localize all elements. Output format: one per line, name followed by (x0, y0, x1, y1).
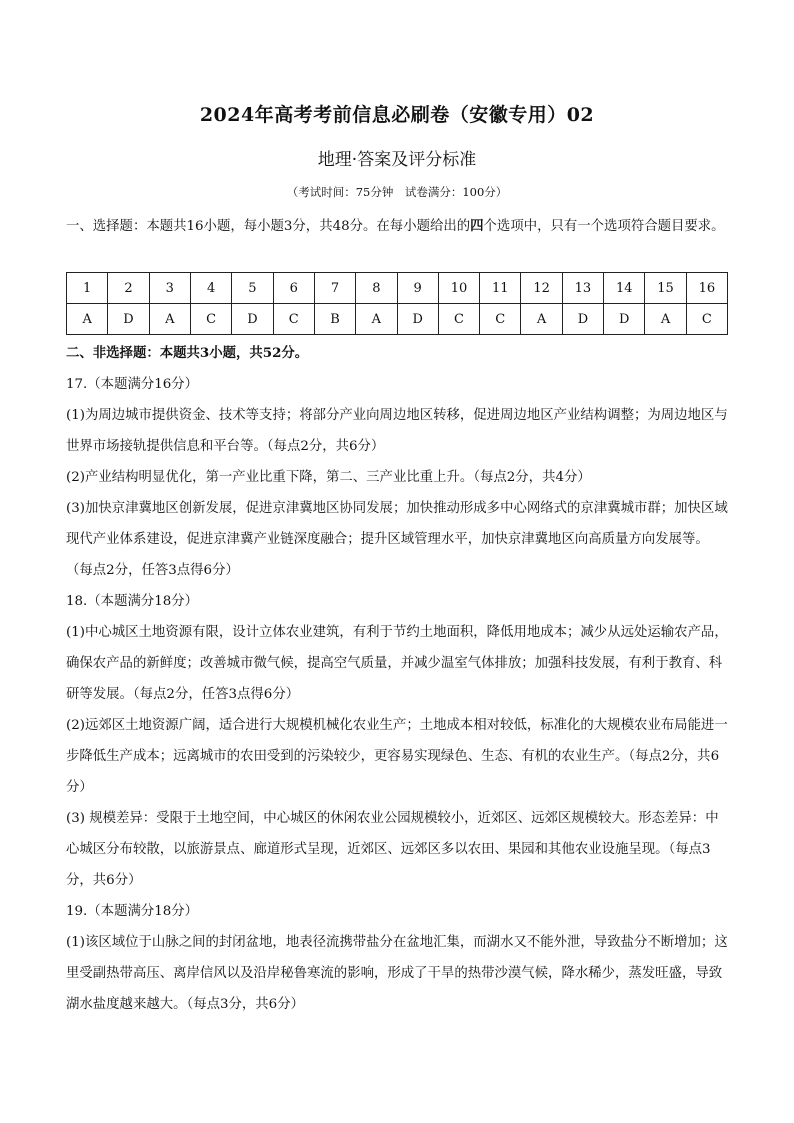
question-17-header: 17.（本题满分16分） (66, 377, 199, 392)
question-18-answer-2: (2)远郊区土地资源广阔，适合进行大规模机械化农业生产；土地成本相对较低，标准化的大规模农业布局能进一步降低生产成本；远离城市的农田受到的污染较少，更容易实现绿色、生态、有机的农业生产。（每点2分，共6分） (66, 718, 728, 795)
document-subtitle: 地理·答案及评分标准 (317, 150, 477, 170)
question-18-answer-3: (3) 规模差异：受限于土地空间，中心城区的休闲农业公园规模较小，近郊区、远郊区规模较大。形态差异：中心城区分布较散，以旅游景点、廊道形式呈现，近郊区、远郊区多以农田、果园和其他农业设施呈现。（每点3分，共6分） (66, 811, 719, 888)
answer-cell: C (686, 304, 727, 335)
section-intro-emphasis: 四 (470, 218, 484, 234)
question-number: 14 (604, 273, 645, 304)
answer-cell: C (480, 304, 521, 335)
answer-cell: A (149, 304, 190, 335)
answer-cell: C (190, 304, 231, 335)
question-number: 9 (397, 273, 438, 304)
section-intro-text: 本题共16小题，每小题3分，共48分。在每小题给出的 (146, 219, 471, 234)
section-multiple-choice-intro (66, 211, 728, 242)
question-number: 2 (108, 273, 149, 304)
exam-info: （考试时间：75分钟 试卷满分：100分） (286, 185, 508, 199)
question-number: 11 (480, 273, 521, 304)
answer-table (66, 272, 728, 335)
answer-cell: A (645, 304, 686, 335)
question-number: 15 (645, 273, 686, 304)
section-free-response-intro: 二、非选择题：本题共3小题，共52分。 (66, 345, 309, 361)
question-number: 12 (521, 273, 562, 304)
answer-cell: B (314, 304, 355, 335)
question-18-answer-1: (1)中心城区土地资源有限，设计立体农业建筑，有利于节约土地面积，降低用地成本；减少从远处运输农产品，确保农产品的新鲜度；改善城市微气候，提高空气质量，并减少温室气体排放；加强科技发展，有利于教育、科研等发展。（每点2分，任答3点得6分） (66, 625, 728, 702)
section-intro-text-2: 个选项中，只有一个选项符合题目要求。 (483, 219, 725, 234)
answer-cell: A (521, 304, 562, 335)
question-number: 7 (314, 273, 355, 304)
question-number: 8 (356, 273, 397, 304)
answer-cell: A (356, 304, 397, 335)
answer-cell: A (67, 304, 108, 335)
question-number: 3 (149, 273, 190, 304)
question-19-header: 19.（本题满分18分） (66, 904, 199, 919)
answer-cell: D (604, 304, 645, 335)
question-18-header: 18.（本题满分18分） (66, 594, 199, 609)
answer-cell: D (108, 304, 149, 335)
question-17-answer-2: (2)产业结构明显优化，第一产业比重下降，第二、三产业比重上升。（每点2分，共4分） (66, 470, 591, 485)
question-number: 6 (273, 273, 314, 304)
answer-table-number-row (67, 273, 728, 304)
document-title: 2024年高考考前信息必刷卷（安徽专用）02 (199, 104, 595, 126)
answer-cell: D (562, 304, 603, 335)
answer-table-answer-row (67, 304, 728, 335)
section-label: 一、选择题： (66, 219, 147, 234)
question-17-answer-3: (3)加快京津冀地区创新发展，促进京津冀地区协同发展；加快推动形成多中心网络式的京津冀城市群；加快区域现代产业体系建设，促进京津冀产业链深度融合；提升区域管理水平，加快京津冀地区向高质量方向发展等。（每点2分，任答3点得6分） (66, 501, 728, 578)
question-number: 16 (686, 273, 727, 304)
question-17-answer-1: (1)为周边城市提供资金、技术等支持；将部分产业向周边地区转移，促进周边地区产业结构调整；为周边地区与世界市场接轨提供信息和平台等。（每点2分，共6分） (66, 408, 728, 454)
answer-cell: C (273, 304, 314, 335)
answer-cell: D (397, 304, 438, 335)
question-19-answer-1: (1)该区域位于山脉之间的封闭盆地，地表径流携带盐分在盆地汇集，而湖水又不能外泄，导致盐分不断增加；这里受副热带高压、离岸信风以及沿岸秘鲁寒流的影响，形成了干旱的热带沙漠气候，降水稀少，蒸发旺盛，导致湖水盐度越来越大。（每点3分，共6分） (66, 935, 728, 1012)
question-number: 13 (562, 273, 603, 304)
answer-cell: D (232, 304, 273, 335)
question-number: 1 (67, 273, 108, 304)
question-number: 10 (438, 273, 479, 304)
question-number: 5 (232, 273, 273, 304)
answer-cell: C (438, 304, 479, 335)
question-number: 4 (190, 273, 231, 304)
